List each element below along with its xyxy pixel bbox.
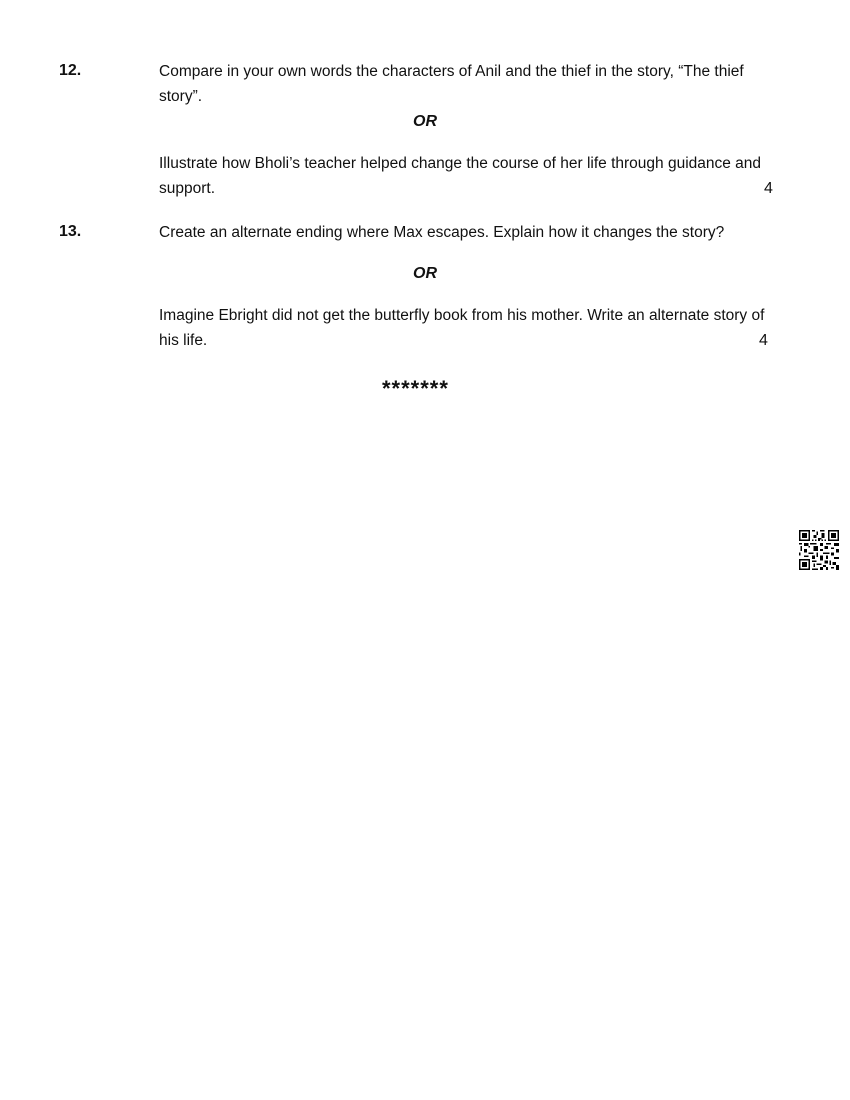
question-13-text: Create an alternate ending where Max escapes. Explain how it changes the story? bbox=[159, 224, 725, 241]
question-13-marks: 4 bbox=[759, 332, 768, 349]
end-of-paper-marker: ******* bbox=[382, 376, 449, 401]
question-13-or-label: OR bbox=[413, 265, 437, 282]
question-13-number: 13. bbox=[59, 223, 82, 240]
question-12-alternative-text: Illustrate how Bholi’s teacher helped change the course of her life through guidance and support. bbox=[159, 155, 762, 197]
qr-code-icon bbox=[799, 530, 839, 570]
question-13-alternative-text: Imagine Ebright did not get the butterfly book from his mother. Write an alternate story of his life. bbox=[159, 307, 765, 349]
question-12-marks: 4 bbox=[764, 180, 773, 197]
question-12-text: Compare in your own words the characters of Anil and the thief in the story, “The thief story”. bbox=[159, 63, 744, 105]
question-12-or-label: OR bbox=[413, 113, 437, 130]
question-12-number: 12. bbox=[59, 62, 82, 79]
